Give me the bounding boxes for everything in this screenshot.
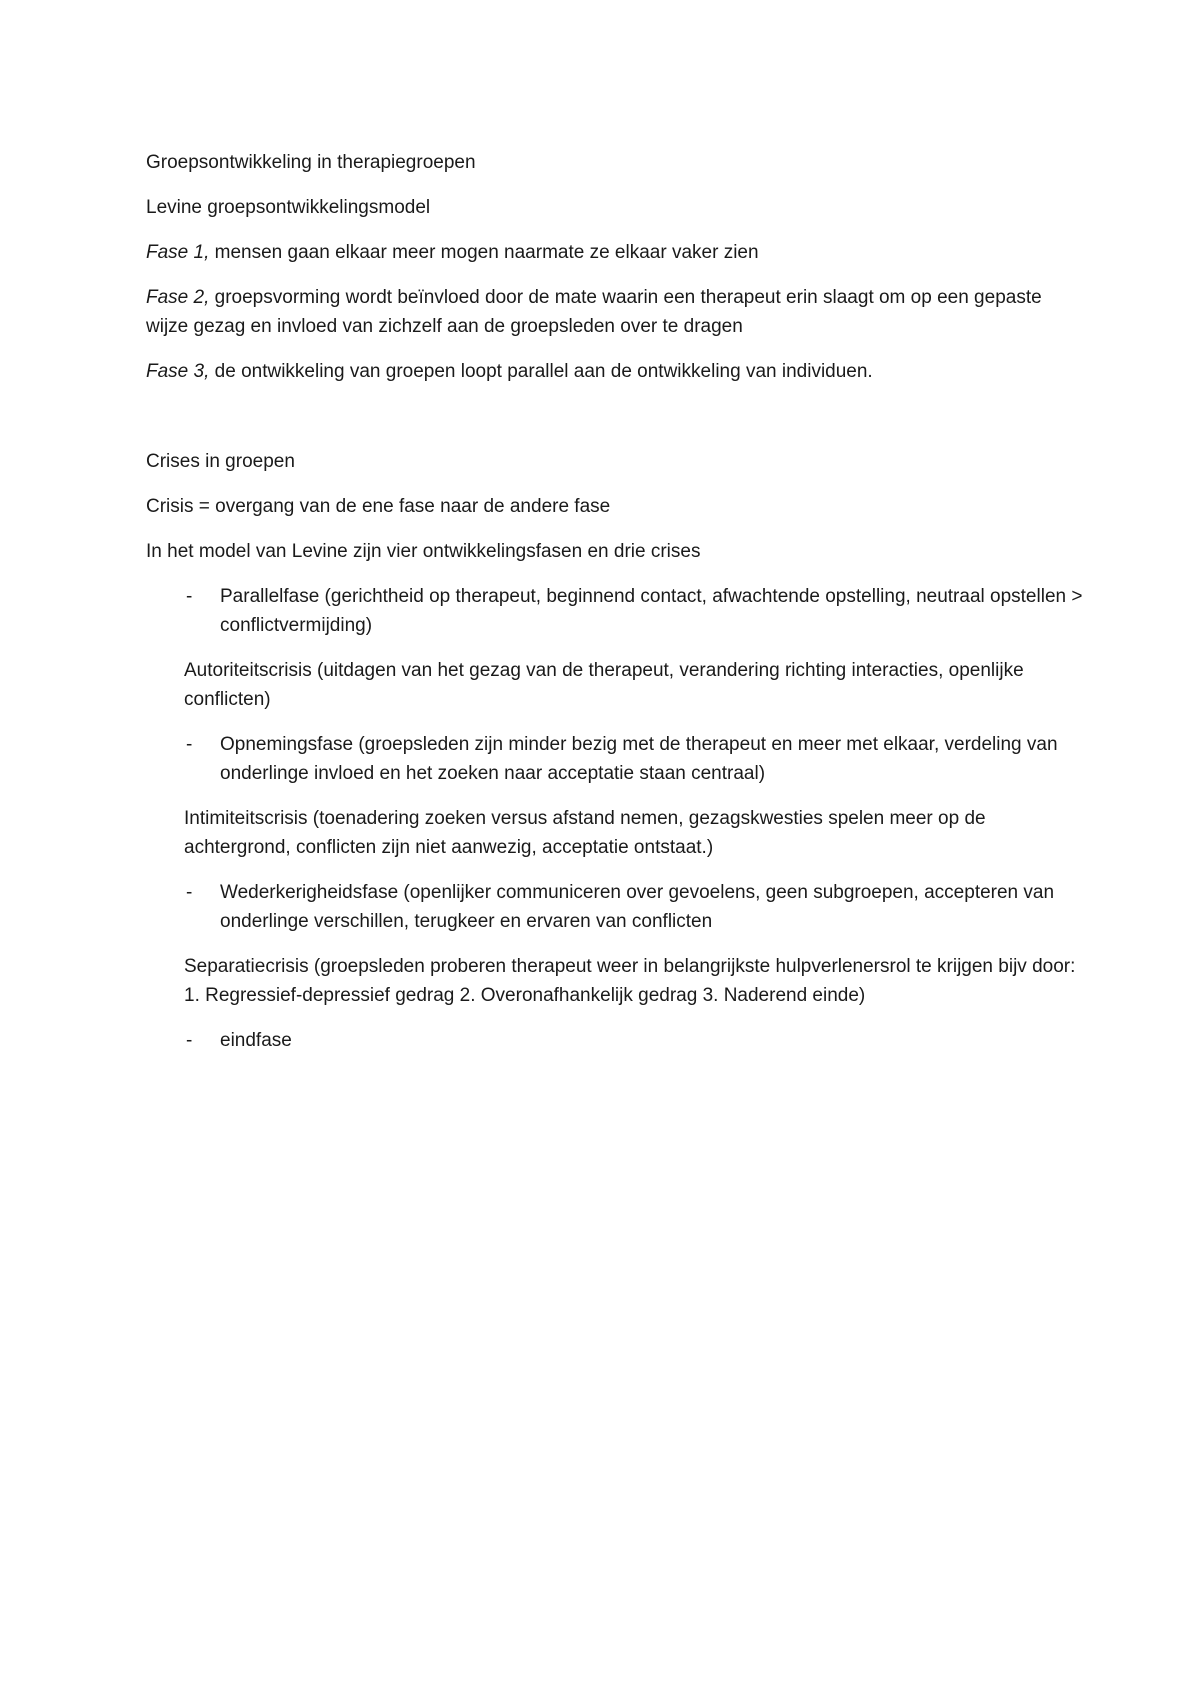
stage-text: Parallelfase (gerichtheid op therapeut, beginnend contact, afwachtende opstelling, neutraal opstellen > conflictvermijding) <box>220 586 1083 636</box>
stage-opnemingsfase <box>146 730 1086 788</box>
model-subtitle: Levine groepsontwikkelingsmodel <box>146 197 431 218</box>
crisis-intimiteitscrisis <box>146 804 1086 862</box>
model-summary: In het model van Levine zijn vier ontwikkelingsfasen en drie crises <box>146 541 701 562</box>
stage-parallelfase <box>146 582 1086 640</box>
dash-bullet: - <box>186 882 193 903</box>
dash-bullet: - <box>186 586 193 607</box>
crisis-text: Intimiteitscrisis (toenadering zoeken versus afstand nemen, gezagskwesties spelen meer op de achtergrond, conflicten zijn niet aanwezig, acceptatie ontstaat.) <box>184 808 986 858</box>
section-spacer <box>146 402 1086 447</box>
stage-text: Wederkerigheidsfase (openlijker communiceren over gevoelens, geen subgroepen, accepteren van onderlinge verschillen, terugkeer en ervaren van conflicten <box>220 882 1055 932</box>
stage-eindfase <box>146 1026 1086 1055</box>
stage-text: Opnemingsfase (groepsleden zijn minder bezig met de therapeut en meer met elkaar, verdeling van onderlinge invloed en het zoeken naar acceptatie staan centraal) <box>220 734 1058 784</box>
phase-2-label: Fase 2, <box>146 287 210 308</box>
dash-bullet: - <box>186 1030 193 1051</box>
stage-text: eindfase <box>220 1030 292 1051</box>
stage-wederkerigheidsfase <box>146 878 1086 936</box>
phase-1-text: mensen gaan elkaar meer mogen naarmate ze elkaar vaker zien <box>209 242 759 263</box>
document-title: Groepsontwikkeling in therapiegroepen <box>146 152 476 173</box>
phase-3-label: Fase 3, <box>146 361 210 382</box>
crises-heading: Crises in groepen <box>146 451 295 472</box>
crisis-autoriteitscrisis <box>146 656 1086 714</box>
phase-1-label: Fase 1, <box>146 242 210 263</box>
crisis-text: Separatiecrisis (groepsleden proberen therapeut weer in belangrijkste hulpverlenersrol te krijgen bijv door: 1. Regressief-depressief gedrag 2. Overonafhankelijk gedrag 3. Naderend einde) <box>184 956 1076 1006</box>
phase-3-text: de ontwikkeling van groepen loopt parallel aan de ontwikkeling van individuen. <box>209 361 873 382</box>
phase-3-paragraph <box>146 357 1086 386</box>
document-body <box>146 148 1086 1071</box>
dash-bullet: - <box>186 734 193 755</box>
phase-2-text: groepsvorming wordt beïnvloed door de mate waarin een therapeut erin slaagt om op een gepaste wijze gezag en invloed van zichzelf aan de groepsleden over te dragen <box>146 287 1042 337</box>
phase-2-paragraph <box>146 283 1086 341</box>
phase-1-paragraph <box>146 238 1086 267</box>
crisis-definition: Crisis = overgang van de ene fase naar de andere fase <box>146 496 611 517</box>
crisis-separatiecrisis <box>146 952 1086 1010</box>
crisis-text: Autoriteitscrisis (uitdagen van het gezag van de therapeut, verandering richting interacties, openlijke conflicten) <box>184 660 1024 710</box>
